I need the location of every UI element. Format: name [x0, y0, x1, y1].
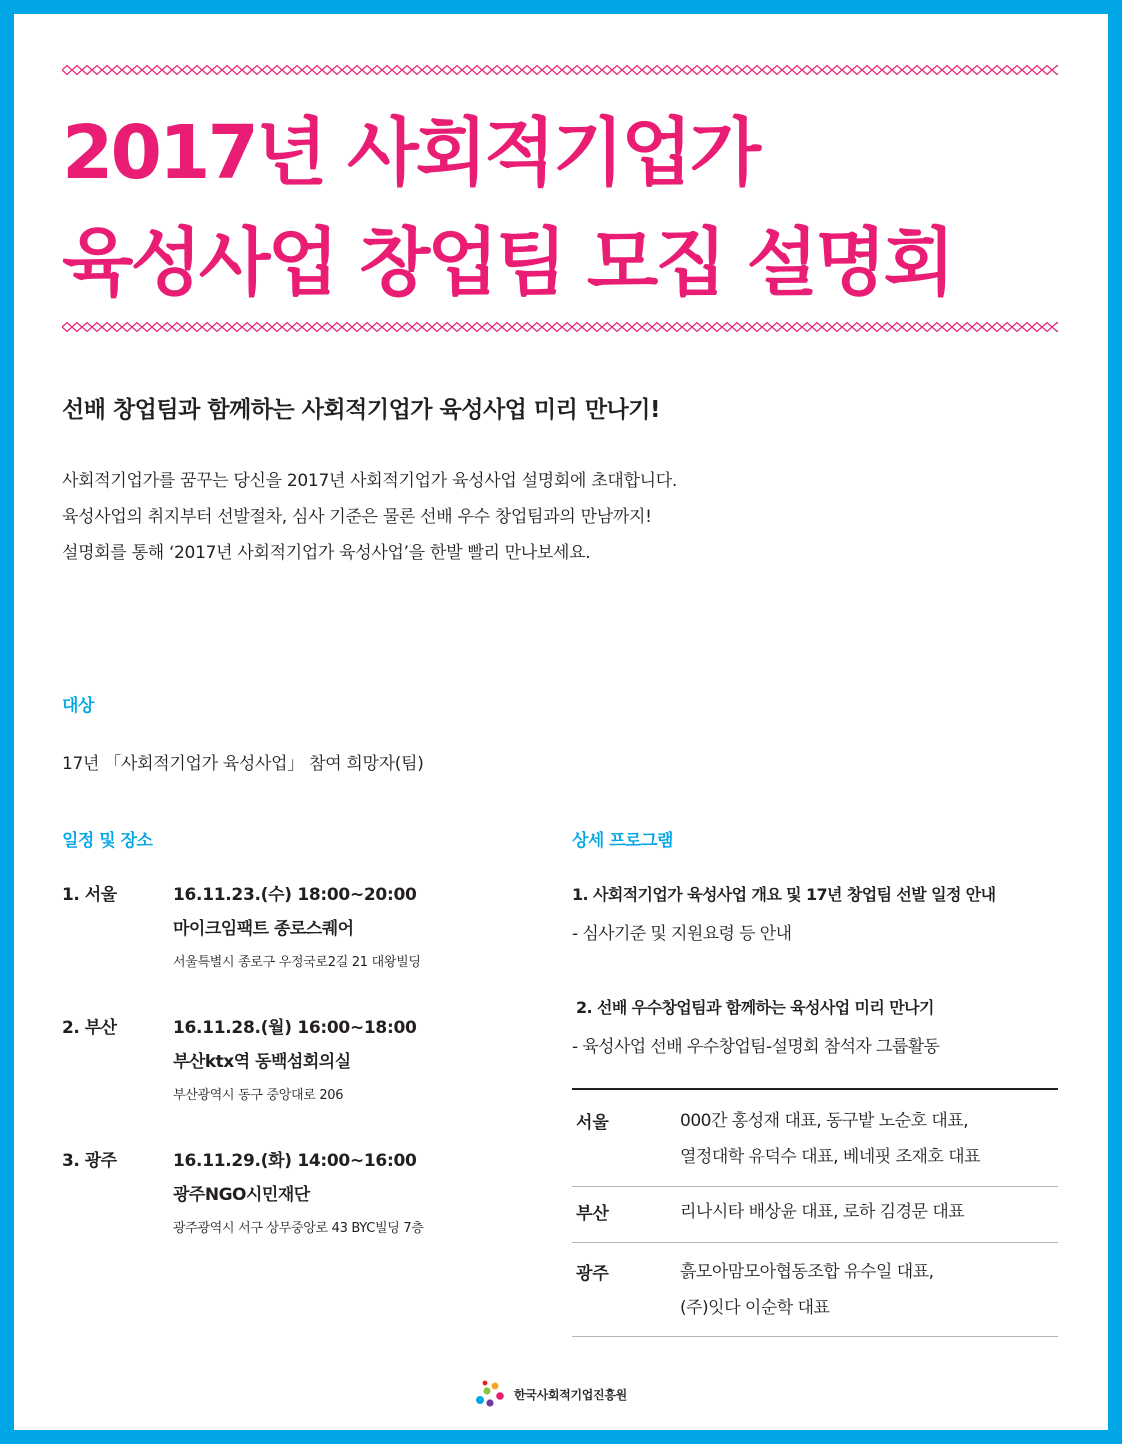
target-text: 17년 「사회적기업가 육성사업」 참여 희망자(팀) — [62, 754, 424, 774]
team-names — [680, 1090, 1058, 1186]
schedule-date: 16.11.29.(화) 14:00~16:00 — [173, 1151, 417, 1171]
table-row — [572, 1090, 1058, 1187]
intro-paragraph — [62, 463, 677, 571]
program-item-title: 1. 사회적기업가 육성사업 개요 및 17년 창업팀 선발 일정 안내 — [572, 885, 996, 904]
schedule-address: 서울특별시 종로구 우정국로2길 21 대왕빌딩 — [173, 955, 421, 970]
team-names-line: 리나시타 배상윤 대표, 로하 김경문 대표 — [680, 1202, 965, 1222]
schedule-heading: 일정 및 장소 — [62, 831, 153, 851]
team-city: 광주 — [576, 1264, 609, 1284]
team-names-line: 열정대학 유덕수 대표, 베네핏 조재호 대표 — [680, 1147, 981, 1167]
footer — [474, 1379, 627, 1409]
title-line-2: 육성사업 창업팀 모집 설명회 — [62, 220, 953, 306]
schedule-number: 3. 광주 — [62, 1151, 117, 1171]
schedule-date: 16.11.28.(월) 16:00~18:00 — [173, 1018, 417, 1038]
program-item-desc: - 심사기준 및 지원요령 등 안내 — [572, 924, 792, 944]
intro-line: 사회적기업가를 꿈꾸는 당신을 2017년 사회적기업가 육성사업 설명회에 초대합니다. — [62, 471, 677, 491]
schedule-date: 16.11.23.(수) 18:00~20:00 — [173, 885, 417, 905]
title-line-1: 2017년 사회적기업가 — [62, 110, 759, 196]
schedule-address: 광주광역시 서구 상무중앙로 43 BYC빌딩 7층 — [173, 1221, 424, 1236]
schedule-venue: 광주NGO시민재단 — [173, 1185, 310, 1205]
team-city: 서울 — [576, 1113, 609, 1133]
program-item-2 — [572, 995, 940, 1057]
schedule-number: 1. 서울 — [62, 885, 117, 905]
target-heading: 대상 — [62, 696, 94, 716]
schedule-venue: 부산ktx역 동백섬회의실 — [173, 1052, 351, 1072]
team-names-line: 흙모아맘모아협동조합 유수일 대표, — [680, 1262, 934, 1282]
team-names-line: 000간 홍성재 대표, 동구밭 노순호 대표, — [680, 1111, 969, 1131]
team-names — [680, 1187, 1058, 1242]
schedule-venue: 마이크임팩트 종로스퀘어 — [173, 919, 354, 939]
org-name: 한국사회적기업진흥원 — [514, 1387, 627, 1402]
team-city: 부산 — [576, 1204, 609, 1224]
schedule-number: 2. 부산 — [62, 1018, 117, 1038]
mentor-teams-table — [572, 1088, 1058, 1337]
program-item-desc: - 육성사업 선배 우수창업팀-설명회 참석자 그룹활동 — [572, 1037, 940, 1057]
team-names-line: (주)잇다 이순학 대표 — [680, 1298, 830, 1318]
subtitle: 선배 창업팀과 함께하는 사회적기업가 육성사업 미리 만나기! — [62, 397, 660, 423]
program-item-title: 2. 선배 우수창업팀과 함께하는 육성사업 미리 만나기 — [576, 998, 934, 1017]
table-row — [572, 1243, 1058, 1337]
schedule-address: 부산광역시 동구 중앙대로 206 — [173, 1088, 344, 1103]
top-zigzag-divider — [62, 64, 1058, 76]
program-heading: 상세 프로그램 — [572, 831, 673, 851]
table-row — [572, 1187, 1058, 1243]
intro-line: 육성사업의 취지부터 선발절차, 심사 기준은 물론 선배 우수 창업팀과의 만남까지! — [62, 507, 652, 527]
team-names — [680, 1243, 1058, 1336]
bottom-zigzag-divider — [62, 321, 1058, 333]
page-title — [62, 98, 952, 318]
kosea-logo-icon — [474, 1379, 508, 1409]
program-item-1 — [572, 882, 996, 944]
intro-line: 설명회를 통해 ‘2017년 사회적기업가 육성사업’을 한발 빨리 만나보세요. — [62, 543, 591, 563]
